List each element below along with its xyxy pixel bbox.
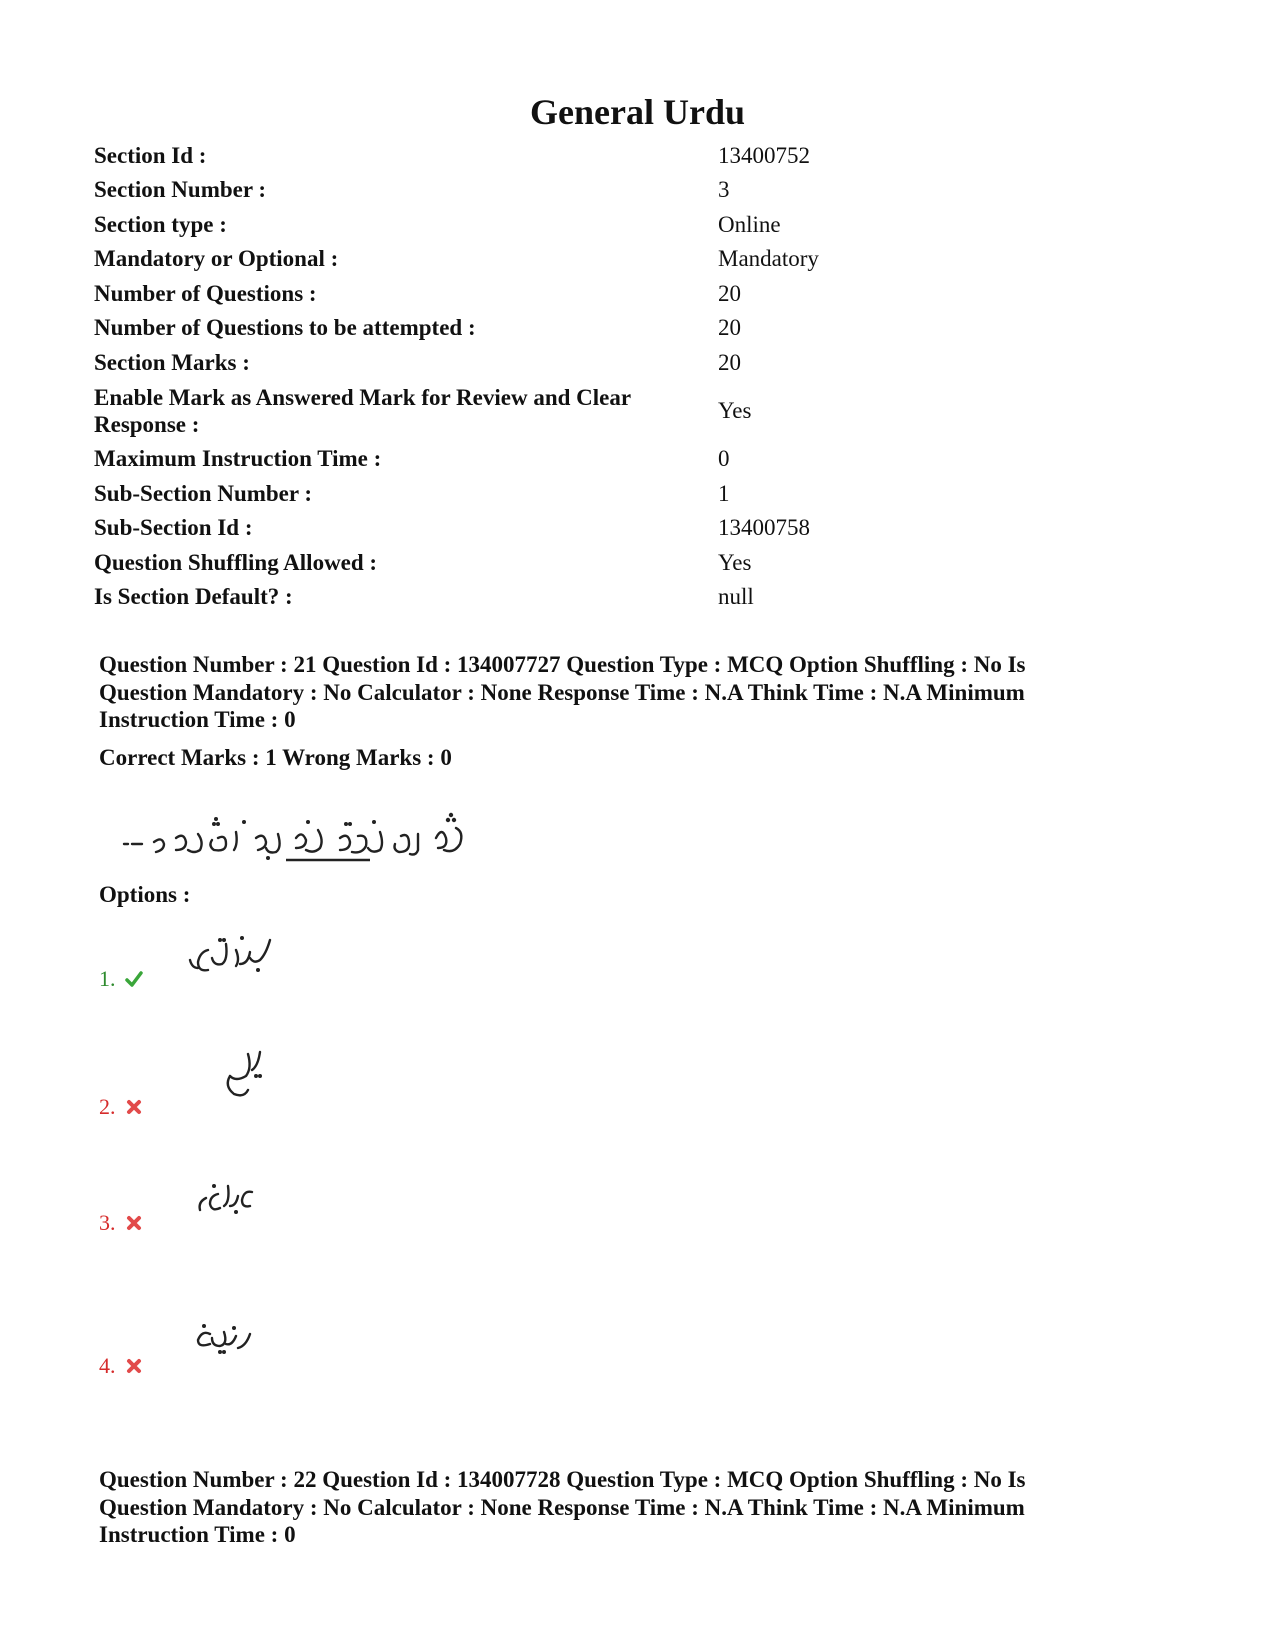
option-1-number: 1.: [99, 966, 116, 991]
num-attempted-label: Number of Questions to be attempted :: [94, 315, 476, 341]
option-3[interactable]: [99, 1210, 144, 1236]
section-id-value: 13400752: [718, 142, 810, 168]
section-default-value: null: [718, 584, 754, 610]
question-21-urdu-text-image: [118, 808, 478, 872]
cross-icon: [124, 1213, 144, 1233]
sub-section-id-row: [94, 511, 1194, 546]
cross-icon: [124, 1097, 144, 1117]
option-3-number: 3.: [99, 1210, 116, 1235]
mandatory-label: Mandatory or Optional :: [94, 246, 339, 272]
mandatory-value: Mandatory: [718, 246, 819, 272]
num-questions-row: [94, 276, 1194, 311]
enable-mark-label: Enable Mark as Answered Mark for Review and Clear Response :: [94, 384, 631, 437]
enable-mark-value: Yes: [718, 398, 752, 423]
question-22-header: Question Number : 22 Question Id : 134007728 Question Type : MCQ Option Shuffling : No Is Question Mandatory : No Calculator : None Response Time : N.A Think Time : N.A Minimum Instruction Time : 0: [99, 1467, 1026, 1547]
max-instruction-time-row: [94, 442, 1194, 477]
option-1-urdu-image: [186, 930, 278, 982]
section-type-row: [94, 207, 1194, 242]
section-default-label: Is Section Default? :: [94, 584, 293, 610]
option-4[interactable]: [99, 1353, 144, 1379]
max-instruction-time-value: 0: [718, 446, 730, 472]
num-questions-value: 20: [718, 280, 741, 306]
page-title: General Urdu: [530, 92, 745, 132]
sub-section-number-label: Sub-Section Number :: [94, 480, 313, 506]
option-4-urdu-image: [192, 1318, 256, 1358]
enable-mark-row: [94, 380, 1194, 442]
option-3-urdu-image: [194, 1178, 258, 1222]
option-2-number: 2.: [99, 1094, 116, 1119]
option-2-urdu-image: [220, 1046, 272, 1102]
section-marks-value: 20: [718, 349, 741, 375]
mandatory-row: [94, 242, 1194, 277]
sub-section-id-label: Sub-Section Id :: [94, 515, 253, 541]
section-marks-row: [94, 345, 1194, 380]
section-id-row: [94, 138, 1194, 173]
section-type-value: Online: [718, 211, 781, 237]
section-type-label: Section type :: [94, 211, 227, 237]
sub-section-number-row: [94, 476, 1194, 511]
section-number-label: Section Number :: [94, 177, 267, 203]
section-number-row: [94, 173, 1194, 208]
check-icon: [124, 969, 144, 989]
option-1[interactable]: [99, 966, 144, 992]
section-marks-label: Section Marks :: [94, 349, 250, 375]
options-label: Options :: [99, 882, 191, 907]
question-21-marks: Correct Marks : 1 Wrong Marks : 0: [99, 745, 452, 770]
question-shuffling-row: [94, 545, 1194, 580]
question-shuffling-label: Question Shuffling Allowed :: [94, 549, 378, 575]
section-number-value: 3: [718, 177, 730, 203]
cross-icon: [124, 1356, 144, 1376]
section-default-row: [94, 580, 1194, 615]
option-2[interactable]: [99, 1094, 144, 1120]
sub-section-id-value: 13400758: [718, 515, 810, 541]
num-attempted-row: [94, 311, 1194, 346]
section-info-table: [94, 138, 1194, 614]
sub-section-number-value: 1: [718, 480, 730, 506]
question-shuffling-value: Yes: [718, 549, 752, 575]
section-id-label: Section Id :: [94, 142, 207, 168]
num-attempted-value: 20: [718, 315, 741, 341]
question-21-header: Question Number : 21 Question Id : 134007727 Question Type : MCQ Option Shuffling : No Is Question Mandatory : No Calculator : None Response Time : N.A Think Time : N.A Minimum Instruction Time : 0: [99, 652, 1026, 732]
option-4-number: 4.: [99, 1353, 116, 1378]
max-instruction-time-label: Maximum Instruction Time :: [94, 446, 382, 472]
num-questions-label: Number of Questions :: [94, 280, 317, 306]
